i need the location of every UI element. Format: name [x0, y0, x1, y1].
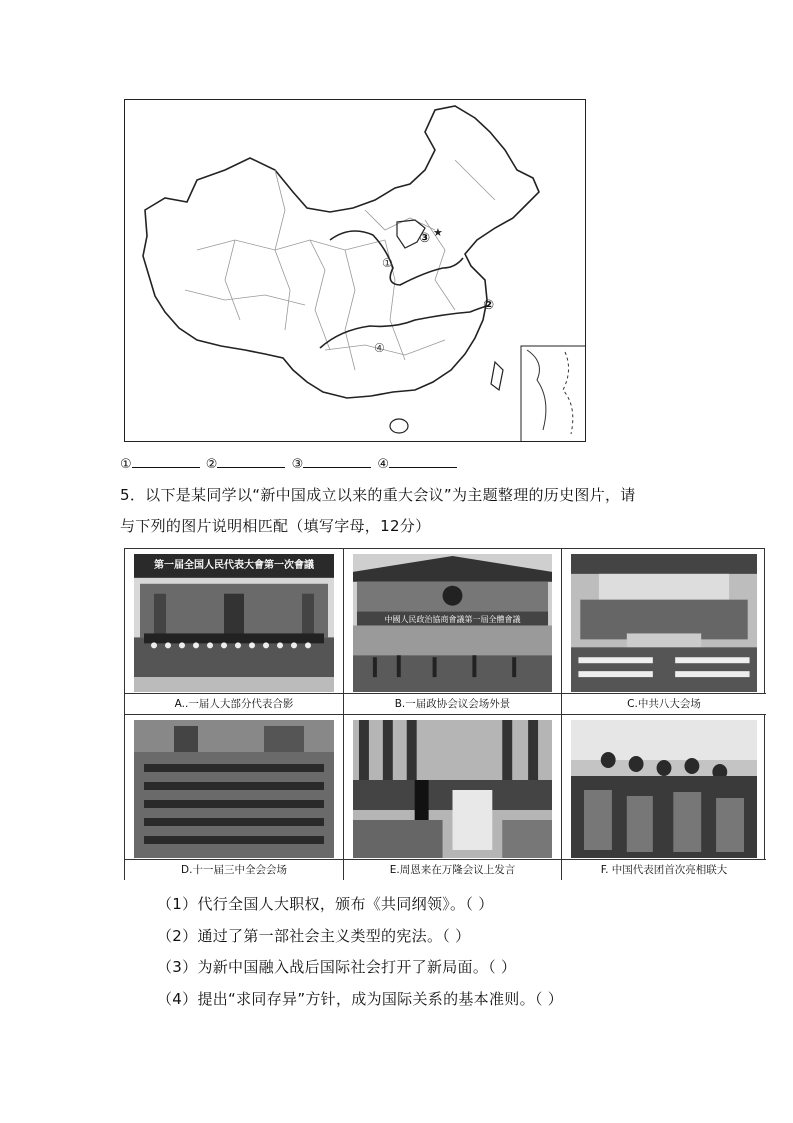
svg-text:★: ★	[433, 226, 443, 239]
china-map-figure	[124, 99, 586, 442]
photo-cell-b	[344, 549, 562, 715]
caption-e: E.周恩来在万隆会议上发言	[344, 859, 561, 880]
photo-cell-e	[344, 715, 562, 880]
blank-label-3: ③	[291, 457, 304, 472]
photo-cell-d	[125, 715, 344, 880]
item-4[interactable]: （4）提出“求同存异”方针，成为国际关系的基本准则。（ ）	[157, 989, 564, 1008]
map-label-3: ③	[419, 231, 431, 246]
blank-3[interactable]	[303, 455, 371, 468]
photo-a	[134, 554, 334, 692]
photo-c	[571, 554, 757, 692]
banner-b: 中國人民政治協商會議第一屆全體會議	[384, 615, 521, 624]
photo-cell-f	[562, 715, 766, 880]
blank-label-1: ①	[120, 457, 132, 472]
item-1[interactable]: （1）代行全国人大职权，颁布《共同纲领》。（ ）	[157, 895, 494, 913]
banner-a: 第一届全国人民代表大會第一次會議	[154, 560, 314, 571]
photo-grid	[124, 548, 765, 880]
photo-cell-a	[125, 549, 344, 715]
photo-cell-c	[562, 549, 766, 715]
matching-items	[157, 893, 563, 1019]
map-label-1: ①	[382, 256, 393, 270]
blank-label-2: ②	[205, 457, 218, 472]
map-label-2: ②	[483, 298, 495, 313]
photo-b	[353, 554, 552, 692]
question-line-2: 与下列的图片说明相匹配（填写字母，12分）	[120, 517, 431, 535]
blank-1[interactable]	[132, 455, 200, 468]
caption-d: D.十一届三中全会会场	[125, 859, 343, 880]
question-line-1: 5．以下是某同学以“新中国成立以来的重大会议”为主题整理的历史图片，请	[120, 486, 636, 504]
item-3[interactable]: （3）为新中国融入战后国际社会打开了新局面。（ ）	[157, 958, 517, 976]
caption-b: B.一届政协会议会场外景	[344, 693, 561, 714]
item-2[interactable]: （2）通过了第一部社会主义类型的宪法。（ ）	[157, 926, 471, 945]
caption-a: A..一届人大部分代表合影	[125, 693, 343, 714]
answer-blanks	[120, 455, 459, 472]
photo-e	[353, 720, 552, 858]
blank-2[interactable]	[217, 455, 285, 468]
blank-4[interactable]	[389, 455, 457, 468]
map-label-4: ④	[374, 341, 385, 355]
caption-f: F. 中国代表团首次亮相联大	[562, 859, 766, 880]
china-map-icon	[125, 100, 586, 442]
caption-c: C.中共八大会场	[562, 693, 766, 714]
photo-f	[571, 720, 757, 858]
photo-d	[134, 720, 334, 858]
blank-label-4: ④	[377, 457, 390, 472]
